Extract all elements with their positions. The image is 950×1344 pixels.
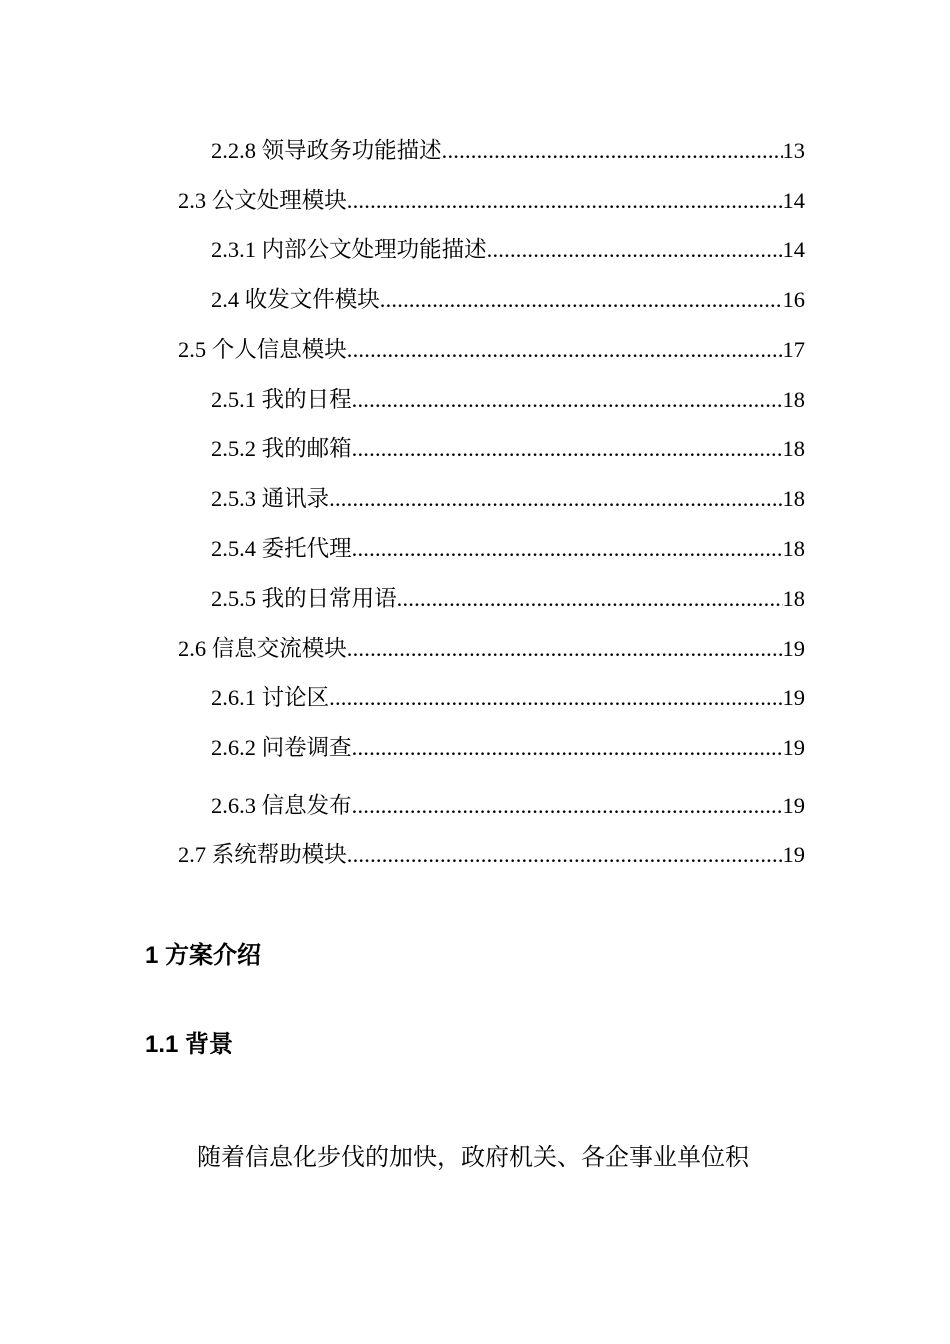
toc-entry-page: 19 — [782, 685, 805, 710]
toc-leader-dots — [397, 583, 783, 615]
toc-entry-title: 2.3 公文处理模块 — [178, 188, 347, 213]
toc-entry[interactable] — [211, 135, 805, 167]
toc-entry[interactable] — [211, 483, 805, 515]
toc-entry[interactable] — [211, 433, 805, 465]
toc-entry-title: 2.6 信息交流模块 — [178, 636, 347, 661]
toc-entry-title: 2.3.1 内部公文处理功能描述 — [211, 237, 487, 262]
toc-entry-title: 2.5.5 我的日常用语 — [211, 586, 397, 611]
toc-entry-title: 2.6.2 问卷调查 — [211, 735, 352, 760]
toc-leader-dots — [347, 334, 783, 366]
toc-leader-dots — [442, 135, 783, 167]
toc-entry-title: 2.7 系统帮助模块 — [178, 842, 347, 867]
toc-entry-page: 19 — [782, 735, 805, 760]
toc-entry-title: 2.4 收发文件模块 — [211, 287, 380, 312]
toc-leader-dots — [352, 790, 783, 822]
toc-entry[interactable] — [211, 583, 805, 615]
toc-entry-page: 19 — [782, 842, 805, 867]
toc-entry-title: 2.2.8 领导政务功能描述 — [211, 138, 442, 163]
toc-entry-title: 2.5.2 我的邮箱 — [211, 436, 352, 461]
toc-entry[interactable] — [211, 384, 805, 416]
toc-leader-dots — [352, 533, 783, 565]
toc-entry-title: 2.5 个人信息模块 — [178, 337, 347, 362]
toc-entry[interactable] — [211, 682, 805, 714]
toc-entry-page: 18 — [782, 436, 805, 461]
toc-leader-dots — [380, 284, 783, 316]
toc-entry-page: 17 — [782, 337, 805, 362]
toc-entry-page: 18 — [782, 536, 805, 561]
toc-leader-dots — [347, 633, 783, 665]
toc-entry-page: 18 — [782, 486, 805, 511]
body-paragraph: 随着信息化步伐的加快，政府机关、各企事业单位积 — [197, 1145, 749, 1171]
toc-entry-page: 18 — [782, 586, 805, 611]
toc-leader-dots — [347, 185, 783, 217]
toc-leader-dots — [347, 839, 783, 871]
toc-entry-title: 2.5.1 我的日程 — [211, 387, 352, 412]
toc-entry[interactable] — [211, 284, 805, 316]
toc-entry-title: 2.6.3 信息发布 — [211, 793, 352, 818]
toc-entry-title: 2.5.3 通讯录 — [211, 486, 330, 511]
toc-entry[interactable] — [211, 533, 805, 565]
toc-entry-page: 16 — [782, 287, 805, 312]
toc-entry[interactable] — [178, 334, 805, 366]
toc-entry-page: 14 — [782, 237, 805, 262]
toc-entry-page: 18 — [782, 387, 805, 412]
toc-entry[interactable] — [211, 790, 805, 822]
toc-entry-page: 19 — [782, 636, 805, 661]
toc-entry[interactable] — [178, 185, 805, 217]
toc-entry-page: 19 — [782, 793, 805, 818]
toc-entry-title: 2.6.1 讨论区 — [211, 685, 330, 710]
toc-leader-dots — [487, 234, 783, 266]
toc-leader-dots — [352, 433, 783, 465]
toc-entry-page: 13 — [782, 138, 805, 163]
section-heading-1: 1 方案介绍 — [145, 942, 262, 969]
toc-entry[interactable] — [178, 839, 805, 871]
toc-entry-page: 14 — [782, 188, 805, 213]
toc-leader-dots — [329, 483, 782, 515]
toc-leader-dots — [329, 682, 782, 714]
toc-entry[interactable] — [178, 633, 805, 665]
section-heading-1-1: 1.1 背景 — [145, 1031, 234, 1058]
toc-entry[interactable] — [211, 234, 805, 266]
toc-entry[interactable] — [211, 732, 805, 764]
toc-entry-title: 2.5.4 委托代理 — [211, 536, 352, 561]
toc-leader-dots — [352, 384, 783, 416]
toc-leader-dots — [352, 732, 783, 764]
